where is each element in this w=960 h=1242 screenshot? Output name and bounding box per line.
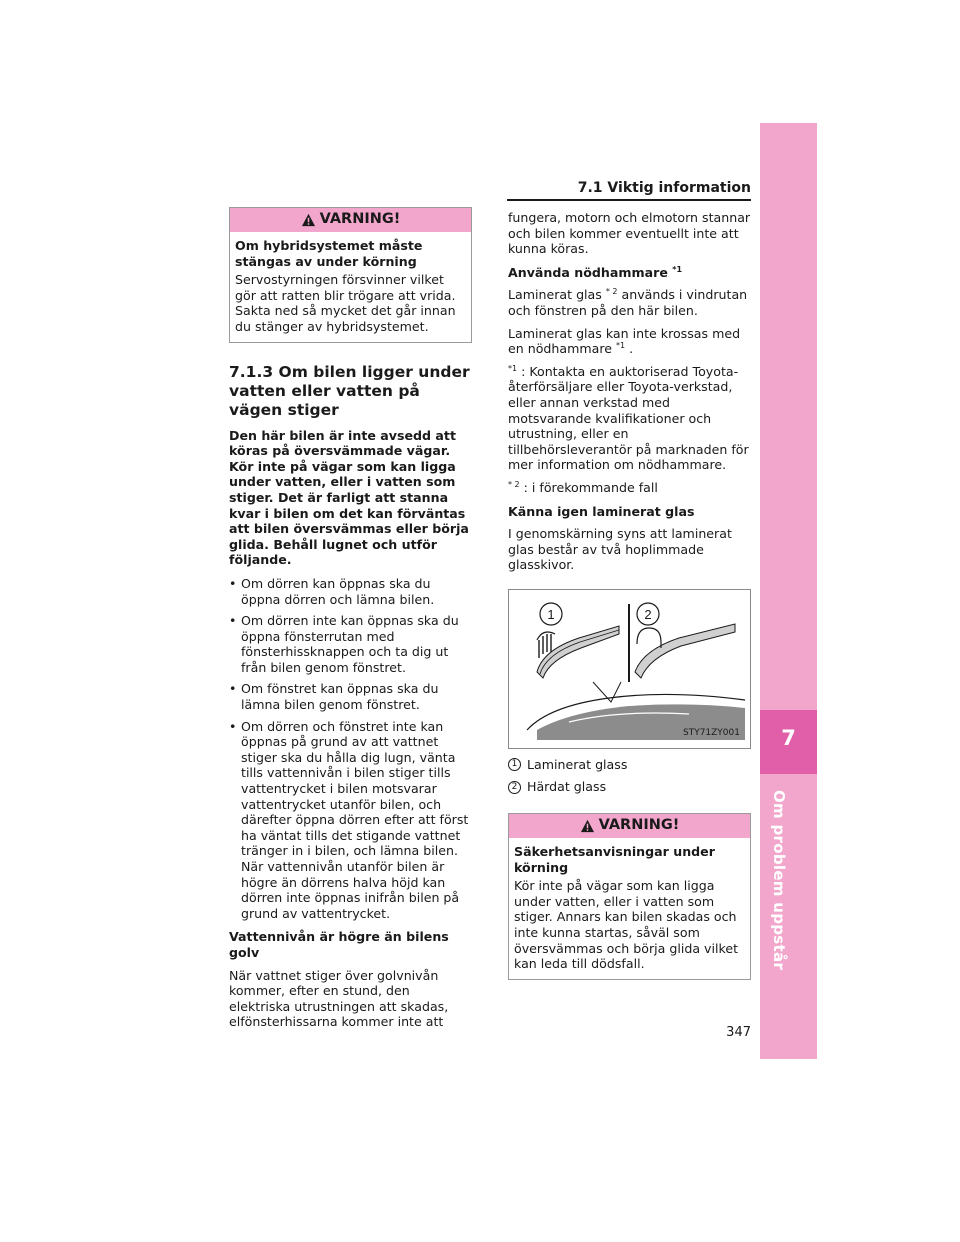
- text-fragment: används i vindrutan och fönstren på den här bilen.: [508, 287, 748, 318]
- action-list: [229, 576, 472, 921]
- legend-item: [508, 779, 751, 795]
- legend-item: [508, 757, 751, 773]
- paragraph-laminated-usage: [508, 287, 751, 318]
- glass-illustration: [508, 589, 751, 749]
- warning-label: VARNING!: [598, 817, 680, 834]
- paragraph-laminated-hammer: [508, 326, 751, 357]
- warning-text: Servostyrningen försvinner vilket gör att ratten blir trögare att vrida. Sakta ned så mycket det går innan du stänger av hybridsystemet.: [235, 272, 456, 334]
- footnote-marker: * 2: [508, 479, 520, 489]
- legend-text: Laminerat glass: [527, 756, 628, 772]
- footnote-marker: *1: [672, 264, 683, 274]
- warning-label: VARNING!: [319, 211, 401, 228]
- list-item: • Om fönstret kan öppnas ska du lämna bilen genom fönstret.: [229, 681, 472, 712]
- figure-code: STY71ZY001: [682, 728, 740, 739]
- warning-subtitle: Om hybridsystemet måste stängas av under körning: [235, 238, 423, 269]
- warning-triangle-icon: [580, 819, 595, 833]
- page-number: 347: [726, 1025, 751, 1040]
- warning-text: Kör inte på vägar som kan ligga under vatten, eller i vatten som stiger. Annars kan bilen skadas och inte kunna startas, såväl som översvämmas och börja glida vilket kan leda till dödsfall.: [514, 878, 739, 972]
- legend-text: Härdat glass: [527, 779, 607, 795]
- legend-number-badge: 2: [508, 781, 521, 794]
- warning-triangle-icon: [301, 213, 316, 227]
- subheading-emergency-hammer: [508, 265, 751, 281]
- glass-cross-section-drawing: [509, 590, 750, 748]
- section-title: 7.1.3 Om bilen ligger under vatten eller vatten på vägen stiger: [229, 362, 470, 419]
- paragraph-continued: fungera, motorn och elmotorn stannar och bilen kommer eventuellt inte att kunna köras.: [508, 210, 751, 257]
- subheading-text: Använda nödhammare: [508, 264, 668, 280]
- callout-2-label: 2: [644, 606, 652, 622]
- warning-header: [230, 208, 471, 232]
- paragraph-recognize-glass: I genomskärning syns att laminerat glas består av två hoplimmade glasskivor.: [508, 526, 732, 573]
- paragraph-water-level: När vattnet stiger över golvnivån kommer, efter en stund, den elektriska utrustningen att skadas, elfönsterhissarna kommer inte att: [229, 967, 449, 1030]
- lead-paragraph: Den här bilen är inte avsedd att köras på översvämmade vägar. Kör inte på vägar som kan ligga under vatten, eller i vatten som stiger. Det är farligt att stanna kvar i bilen om det kan förväntas att bilen översvämmas eller börja glida. Behåll lugnet och utför följande.: [229, 427, 469, 568]
- warning-box-hybrid: [229, 207, 472, 343]
- footnote-1: [508, 364, 751, 473]
- left-column: [229, 207, 472, 1030]
- list-item: • Om dörren inte kan öppnas ska du öppna fönsterrutan med fönsterhissknappen och ta dig ut från bilen genom fönstret.: [229, 613, 472, 675]
- list-item: • Om dörren kan öppnas ska du öppna dörren och lämna bilen.: [229, 576, 472, 607]
- legend-number-badge: 1: [508, 758, 521, 771]
- footnote-marker: *1: [616, 341, 626, 351]
- footnote-marker: *1: [508, 363, 518, 373]
- footnote-text: : i förekommande fall: [523, 479, 658, 495]
- figure-legend: [508, 757, 751, 795]
- warning-header: [509, 814, 750, 838]
- text-fragment: .: [629, 341, 634, 357]
- section-header: 7.1 Viktig information: [577, 180, 751, 196]
- footnote-text: : Kontakta en auktoriserad Toyota-återförsäljare eller Toyota-verkstad, eller annan verkstad med motsvarande kvalifikationer och utrustning, eller en tillbehörsleverantör på marknaden för mer information om nödhammare.: [508, 363, 749, 473]
- subheading-water-level: Vattennivån är högre än bilens golv: [229, 929, 449, 960]
- warning-subtitle: Säkerhetsanvisningar under körning: [514, 844, 715, 875]
- text-fragment: Laminerat glas: [508, 287, 602, 303]
- subheading-recognize-glass: Känna igen laminerat glas: [508, 503, 695, 519]
- footnote-marker: * 2: [605, 287, 618, 297]
- chapter-title: Om problem uppstår: [770, 790, 788, 971]
- header-divider: [507, 199, 751, 201]
- callout-1-label: 1: [547, 606, 555, 622]
- chapter-sidebar: [760, 123, 817, 1059]
- text-fragment: Laminerat glas kan inte krossas med en nödhammare: [508, 325, 741, 357]
- right-column: [508, 210, 751, 980]
- chapter-number: 7: [781, 726, 796, 750]
- list-item: • Om dörren och fönstret inte kan öppnas på grund av att vattnet stiger ska du hålla dig lugn, vänta tills vattennivån i bilen stiger tills vattentrycket i bilen motsvarar vattentrycket utanför bilen, och därefter öppna dörren efter att först ha väntat tills det stigande vattnet tränger in i bilen, och lämna bilen. När vattennivån utanför bilen är högre än dörrens halva höjd kan dörren inte öppnas inifrån bilen på grund av vattentrycket.: [229, 719, 472, 922]
- footnote-2: [508, 480, 751, 496]
- warning-box-driving: [508, 813, 751, 980]
